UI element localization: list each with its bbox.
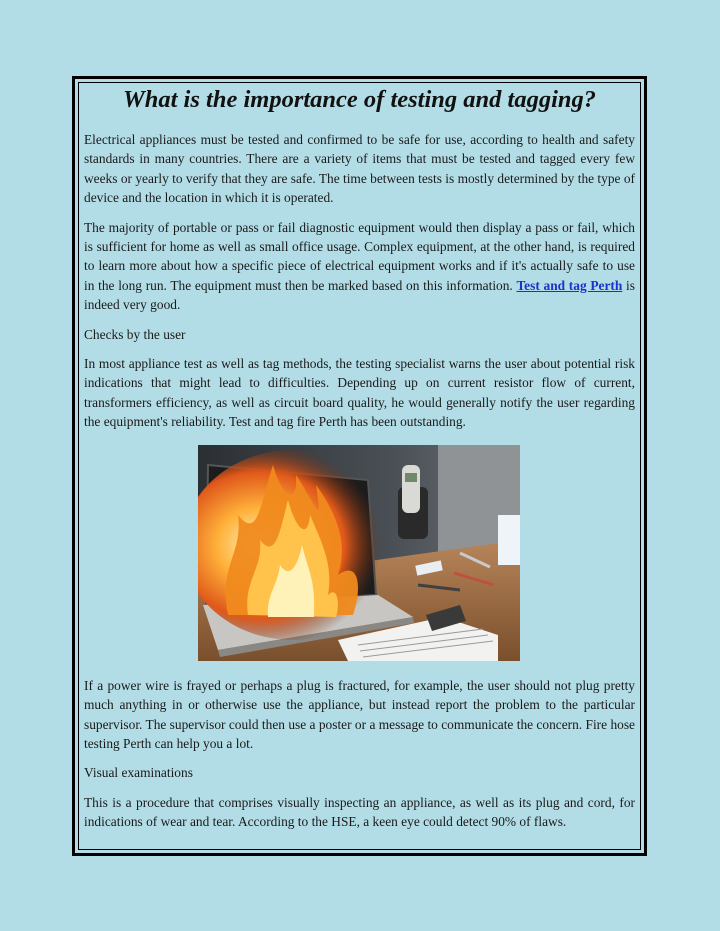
photo-container <box>84 445 635 661</box>
paragraph-checks: In most appliance test as well as tag methods, the testing specialist warns the user about potential risk indications that might lead to difficulties. Depending up on current resistor flow of current, transformers efficiency, as well as circuit board quality, he would generally notify the user regarding the equipment's reliability. Test and tag fire Perth has been outstanding. <box>84 356 635 430</box>
paragraph-equipment-text: The majority of portable or pass or fail diagnostic equipment would then display a pass or fail, which is sufficient for home as well as small office usage. Complex equipment, at the other hand, is required to learn more about how a specific piece of electrical equipment works and if it's actually safe to use in the long run. The equipment must then be marked based on this information. <box>84 219 635 293</box>
paragraph-visual: This is a procedure that comprises visually inspecting an appliance, as well as its plug and cord, for indications of wear and tear. According to the HSE, a keen eye could detect 90% of flaws. <box>84 794 635 830</box>
article-title: What is the importance of testing and tagging? <box>122 86 597 113</box>
paragraph-frayed-wire: If a power wire is frayed or perhaps a plug is fractured, for example, the user should not plug pretty much anything in or otherwise use the appliance, but instead report the problem to the particular supervisor. The supervisor could then use a poster or a message to communicate the concern. Fire hose testing Perth can help you a lot. <box>84 677 635 751</box>
burning-laptop-photo <box>198 445 520 661</box>
article <box>84 84 635 832</box>
heading-checks-by-user: Checks by the user <box>84 326 186 342</box>
paragraph-equipment-tail: is indeed very good. <box>84 277 635 313</box>
heading-visual-examinations: Visual examinations <box>84 765 193 781</box>
paragraph-equipment <box>84 218 635 315</box>
paragraph-intro: Electrical appliances must be tested and confirmed to be safe for use, according to health and safety standards in many countries. There are a variety of items that must be tested and tagged every few weeks or yearly to verify that they are safe. The time between tests is mostly determined by the type of device and the location in which it is operated. <box>84 132 635 206</box>
test-and-tag-perth-link[interactable]: Test and tag Perth <box>516 277 623 293</box>
